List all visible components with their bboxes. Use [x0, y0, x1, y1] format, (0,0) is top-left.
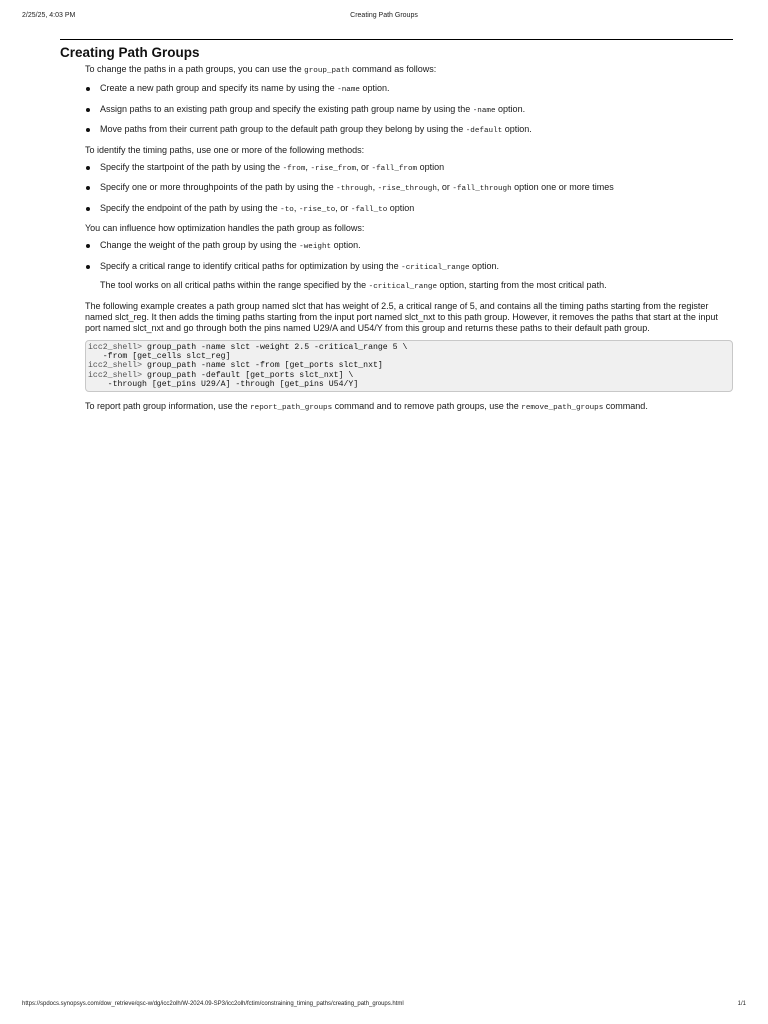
list-item [85, 203, 733, 216]
command-text: group_path -name slct -from [get_ports slct_nxt] [146, 361, 383, 371]
item-text: , [293, 202, 299, 213]
command-text: group_path -name slct -weight 2.5 -critical_range 5 \ [146, 343, 408, 352]
option-code: -through [336, 185, 373, 193]
item-text-end: option. [469, 260, 500, 271]
item-text: , [372, 182, 378, 192]
item-text-end: option. [495, 103, 526, 114]
intro-text-end: command as follows: [349, 64, 437, 74]
print-title: Creating Path Groups [350, 12, 418, 19]
option-code: -rise_through [377, 185, 437, 193]
page-number: 1/1 [737, 1001, 746, 1007]
command-text: group_path -default [get_ports slct_nxt] \ [146, 370, 354, 380]
list-item [85, 162, 733, 175]
item-text: Assign paths to an existing path group and specify the existing path group name by using the [100, 103, 473, 114]
code-block [85, 340, 733, 392]
command-text: -through [get_pins U29/A] -through [get_pins U54/Y] [88, 379, 359, 389]
intro-text: To change the paths in a path groups, you can use the [85, 64, 305, 74]
print-datetime: 2/25/25, 4:03 PM [22, 12, 76, 19]
item-text: Change the weight of the path group by using the [100, 240, 300, 250]
option-code: -rise_from [310, 164, 357, 173]
list-item [85, 124, 733, 137]
item-text: , [305, 161, 311, 172]
shell-prompt: icc2_shell> [88, 370, 147, 380]
note-text-end: option, starting from the most critical path. [437, 280, 607, 290]
item-text: Specify the startpoint of the path by using the [100, 161, 283, 172]
code-line [88, 352, 231, 361]
option-code: -critical_range [368, 283, 437, 291]
note-text: The tool works on all critical paths within the range specified by the [100, 280, 369, 290]
option-code: -from [282, 164, 306, 173]
example-paragraph: The following example creates a path group named slct that has weight of 2.5, a critical range of 5, and contains all the timing paths starting from the register named slct_reg. It then adds the timing paths starting from the input port named slct_nxt to this path group. However, it removes the paths that start at the input port named slct_nxt and go through both the pins named U29/A and U54/Y from this group and returns these paths to their default path group. [85, 301, 718, 333]
document-content [60, 39, 733, 420]
list-item [85, 261, 733, 274]
source-url: https://spdocs.synopsys.com/dow_retrieve/qsc-w/dg/icc2olh/W-2024.09-SP3/icc2olh/fctim/constraining_timing_paths/creating_path_groups.html [22, 1001, 404, 1007]
influence-list [85, 240, 733, 274]
option-code: -name [472, 106, 496, 115]
item-text: Specify the endpoint of the path by using the [100, 202, 281, 213]
item-text-end: option. [359, 83, 390, 93]
option-code: -default [465, 127, 503, 135]
code-line [88, 371, 353, 380]
option-code: -name [337, 86, 360, 94]
shell-prompt: icc2_shell> [88, 343, 147, 352]
identify-intro: To identify the timing paths, use one or more of the following methods: [85, 144, 365, 155]
report-paragraph [85, 401, 733, 414]
top-rule [60, 39, 733, 40]
influence-intro: You can influence how optimization handles the path group as follows: [85, 223, 365, 233]
report-text-end: command. [603, 401, 648, 412]
identify-list [85, 162, 733, 216]
item-text: Specify a critical range to identify critical paths for optimization by using the [100, 260, 402, 271]
document-body [85, 64, 733, 414]
command-text: -from [get_cells slct_reg] [88, 352, 231, 362]
item-text: Create a new path group and specify its name by using the [100, 83, 338, 93]
code-line [88, 380, 358, 389]
item-text-end: option. [502, 124, 532, 134]
item-text: Move paths from their current path group to the default path group they belong by using the [100, 124, 466, 134]
item-text: , or [356, 161, 372, 172]
option-code: -weight [299, 243, 332, 251]
change-list [85, 83, 733, 137]
report-text: To report path group information, use the [85, 401, 251, 412]
critical-range-note [100, 280, 733, 293]
option-code: -fall_to [350, 205, 388, 214]
page-title: Creating Path Groups [60, 45, 200, 60]
intro-paragraph [85, 64, 733, 77]
code-line [88, 343, 407, 352]
group-path-code: group_path [304, 67, 350, 75]
list-item [85, 240, 733, 253]
print-footer [22, 1001, 746, 1011]
item-text-end: option. [331, 240, 361, 250]
option-code: -critical_range [401, 263, 470, 272]
option-code: -fall_through [452, 185, 512, 193]
item-text: , or [335, 202, 351, 213]
option-code: -to [280, 205, 294, 214]
item-text: option [417, 161, 445, 172]
code-line [88, 361, 383, 370]
item-text: option one or more times [511, 182, 614, 192]
list-item [85, 83, 733, 96]
item-text: , or [436, 182, 453, 192]
report-text: command and to remove path groups, use the [332, 401, 522, 412]
item-text: option [387, 202, 415, 213]
shell-prompt: icc2_shell> [88, 361, 147, 371]
command-code: report_path_groups [250, 404, 333, 413]
list-item [85, 104, 733, 117]
option-code: -rise_to [298, 205, 336, 214]
list-item [85, 182, 733, 195]
option-code: -fall_from [371, 164, 418, 173]
command-code: remove_path_groups [521, 404, 604, 413]
item-text: Specify one or more throughpoints of the path by using the [100, 182, 337, 192]
print-header [22, 12, 746, 24]
